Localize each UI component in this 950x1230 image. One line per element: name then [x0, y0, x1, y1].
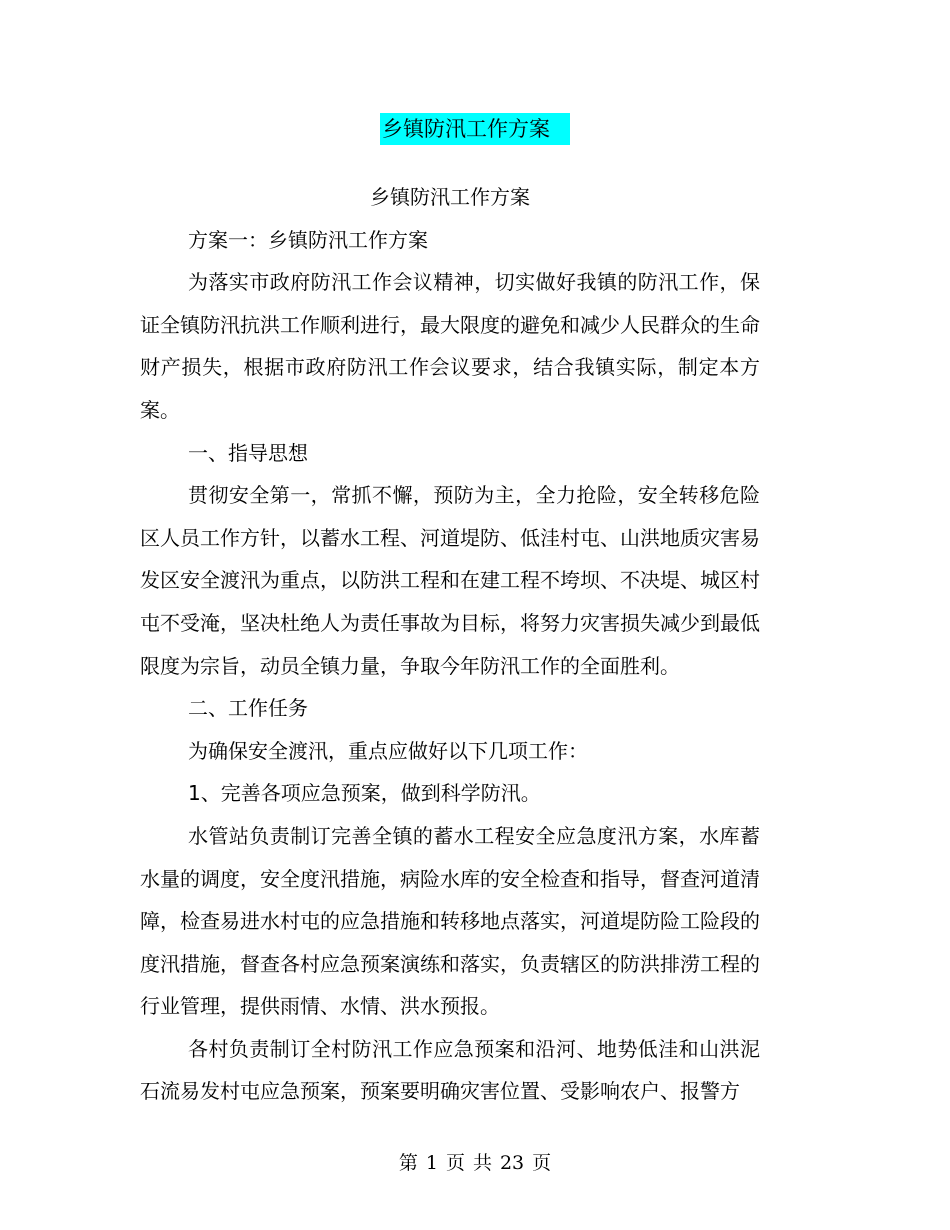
footer-gong: 共 — [472, 1152, 492, 1174]
paragraph: 为落实市政府防汛工作会议精神，切实做好我镇的防汛工作，保证全镇防汛抗洪工作顺利进行，最大限度的避免和减少人民群众的生命财产损失，根据市政府防汛工作会议要求，结合我镇实际，制定本方案。 — [140, 270, 760, 422]
total-pages: 23 — [499, 1152, 525, 1174]
footer-ye: 页 — [445, 1152, 465, 1174]
footer-di: 第 — [398, 1152, 418, 1174]
page-footer — [0, 1150, 950, 1176]
footer-ye2: 页 — [532, 1152, 552, 1174]
page-number: 1 — [425, 1152, 438, 1174]
section-heading: 二、工作任务 — [188, 696, 308, 721]
document-title: 乡镇防汛工作方案 — [380, 113, 570, 145]
list-item: 1、完善各项应急预案，做到科学防汛。 — [188, 781, 541, 806]
section-heading: 一、指导思想 — [188, 440, 308, 465]
paragraph: 为确保安全渡汛，重点应做好以下几项工作： — [188, 738, 588, 763]
title-block — [0, 113, 950, 145]
document-subtitle: 乡镇防汛工作方案 — [370, 185, 530, 209]
paragraph: 方案一：乡镇防汛工作方案 — [188, 227, 428, 252]
paragraph: 水管站负责制订完善全镇的蓄水工程安全应急度汛方案，水库蓄水量的调度，安全度汛措施，病险水库的安全检查和指导，督查河道清障，检查易进水村屯的应急措施和转移地点落实，河道堤防险工险段的度汛措施，督查各村应急预案演练和落实，负责辖区的防洪排涝工程的行业管理，提供雨情、水情、洪水预报。 — [140, 823, 760, 1019]
paragraph: 各村负责制订全村防汛工作应急预案和沿河、地势低洼和山洪泥石流易发村屯应急预案，预案要明确灾害位置、受影响农户、报警方 — [140, 1036, 760, 1104]
paragraph: 贯彻安全第一，常抓不懈，预防为主，全力抢险，安全转移危险区人员工作方针，以蓄水工程、河道堤防、低洼村屯、山洪地质灾害易发区安全渡汛为重点，以防洪工程和在建工程不垮坝、不决堤、城区村屯不受淹，坚决杜绝人为责任事故为目标，将努力灾害损失减少到最低限度为宗旨，动员全镇力量，争取今年防汛工作的全面胜利。 — [140, 483, 760, 678]
document-body — [140, 176, 760, 1113]
